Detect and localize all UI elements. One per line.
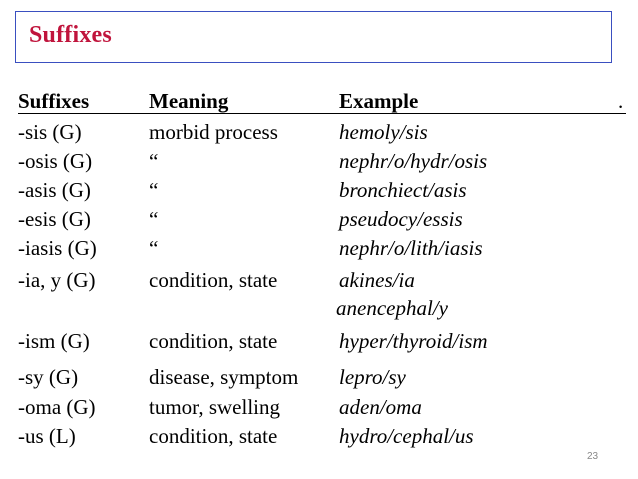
row-meaning: “ — [149, 178, 159, 202]
row-example: pseudocy/essis — [339, 207, 463, 231]
table-row — [18, 120, 626, 144]
header-meaning: Meaning — [149, 89, 229, 113]
page-number: 23 — [587, 451, 599, 462]
row-example: lepro/sy — [339, 365, 406, 389]
row-suffix: -osis (G) — [18, 149, 93, 173]
row-suffix: -iasis (G) — [18, 236, 97, 260]
row-example: hemoly/sis — [339, 120, 428, 144]
row-suffix: -asis (G) — [18, 178, 91, 202]
table-row — [18, 149, 626, 173]
row-example: akines/ia — [339, 268, 415, 292]
row-meaning: disease, symptom — [149, 365, 299, 389]
table-row-continuation — [18, 296, 626, 320]
row-example: nephr/o/hydr/osis — [339, 149, 488, 173]
row-meaning: condition, state — [149, 268, 278, 292]
table-row — [18, 268, 626, 292]
row-meaning: “ — [149, 149, 159, 173]
header-trailing-dot: . — [618, 89, 624, 113]
row-meaning: tumor, swelling — [149, 395, 280, 419]
slide-title-box — [15, 11, 612, 63]
table-row — [18, 395, 626, 419]
row-meaning: condition, state — [149, 329, 278, 353]
row-meaning: “ — [149, 207, 159, 231]
table-header-row — [18, 85, 626, 114]
row-suffix: -ism (G) — [18, 329, 90, 353]
table-row — [18, 207, 626, 231]
row-meaning: “ — [149, 236, 159, 260]
row-example: aden/oma — [339, 395, 422, 419]
row-suffix: -ia, y (G) — [18, 268, 96, 292]
table-row — [18, 329, 626, 353]
row-meaning: condition, state — [149, 424, 278, 448]
header-example: Example — [339, 89, 419, 113]
row-example: hydro/cephal/us — [339, 424, 474, 448]
row-suffix: -us (L) — [18, 424, 76, 448]
row-example: nephr/o/lith/iasis — [339, 236, 483, 260]
table-row — [18, 178, 626, 202]
row-suffix: -sis (G) — [18, 120, 82, 144]
row-suffix: -oma (G) — [18, 395, 96, 419]
row-meaning: morbid process — [149, 120, 278, 144]
table-row — [18, 236, 626, 260]
row-suffix: -esis (G) — [18, 207, 91, 231]
slide-title: Suffixes — [29, 22, 112, 48]
row-suffix: -sy (G) — [18, 365, 79, 389]
table-row — [18, 365, 626, 389]
row-example: bronchiect/asis — [339, 178, 467, 202]
header-suffixes: Suffixes — [18, 89, 90, 113]
row-example: anencephal/y — [336, 296, 448, 320]
table-row — [18, 424, 626, 448]
row-example: hyper/thyroid/ism — [339, 329, 488, 353]
